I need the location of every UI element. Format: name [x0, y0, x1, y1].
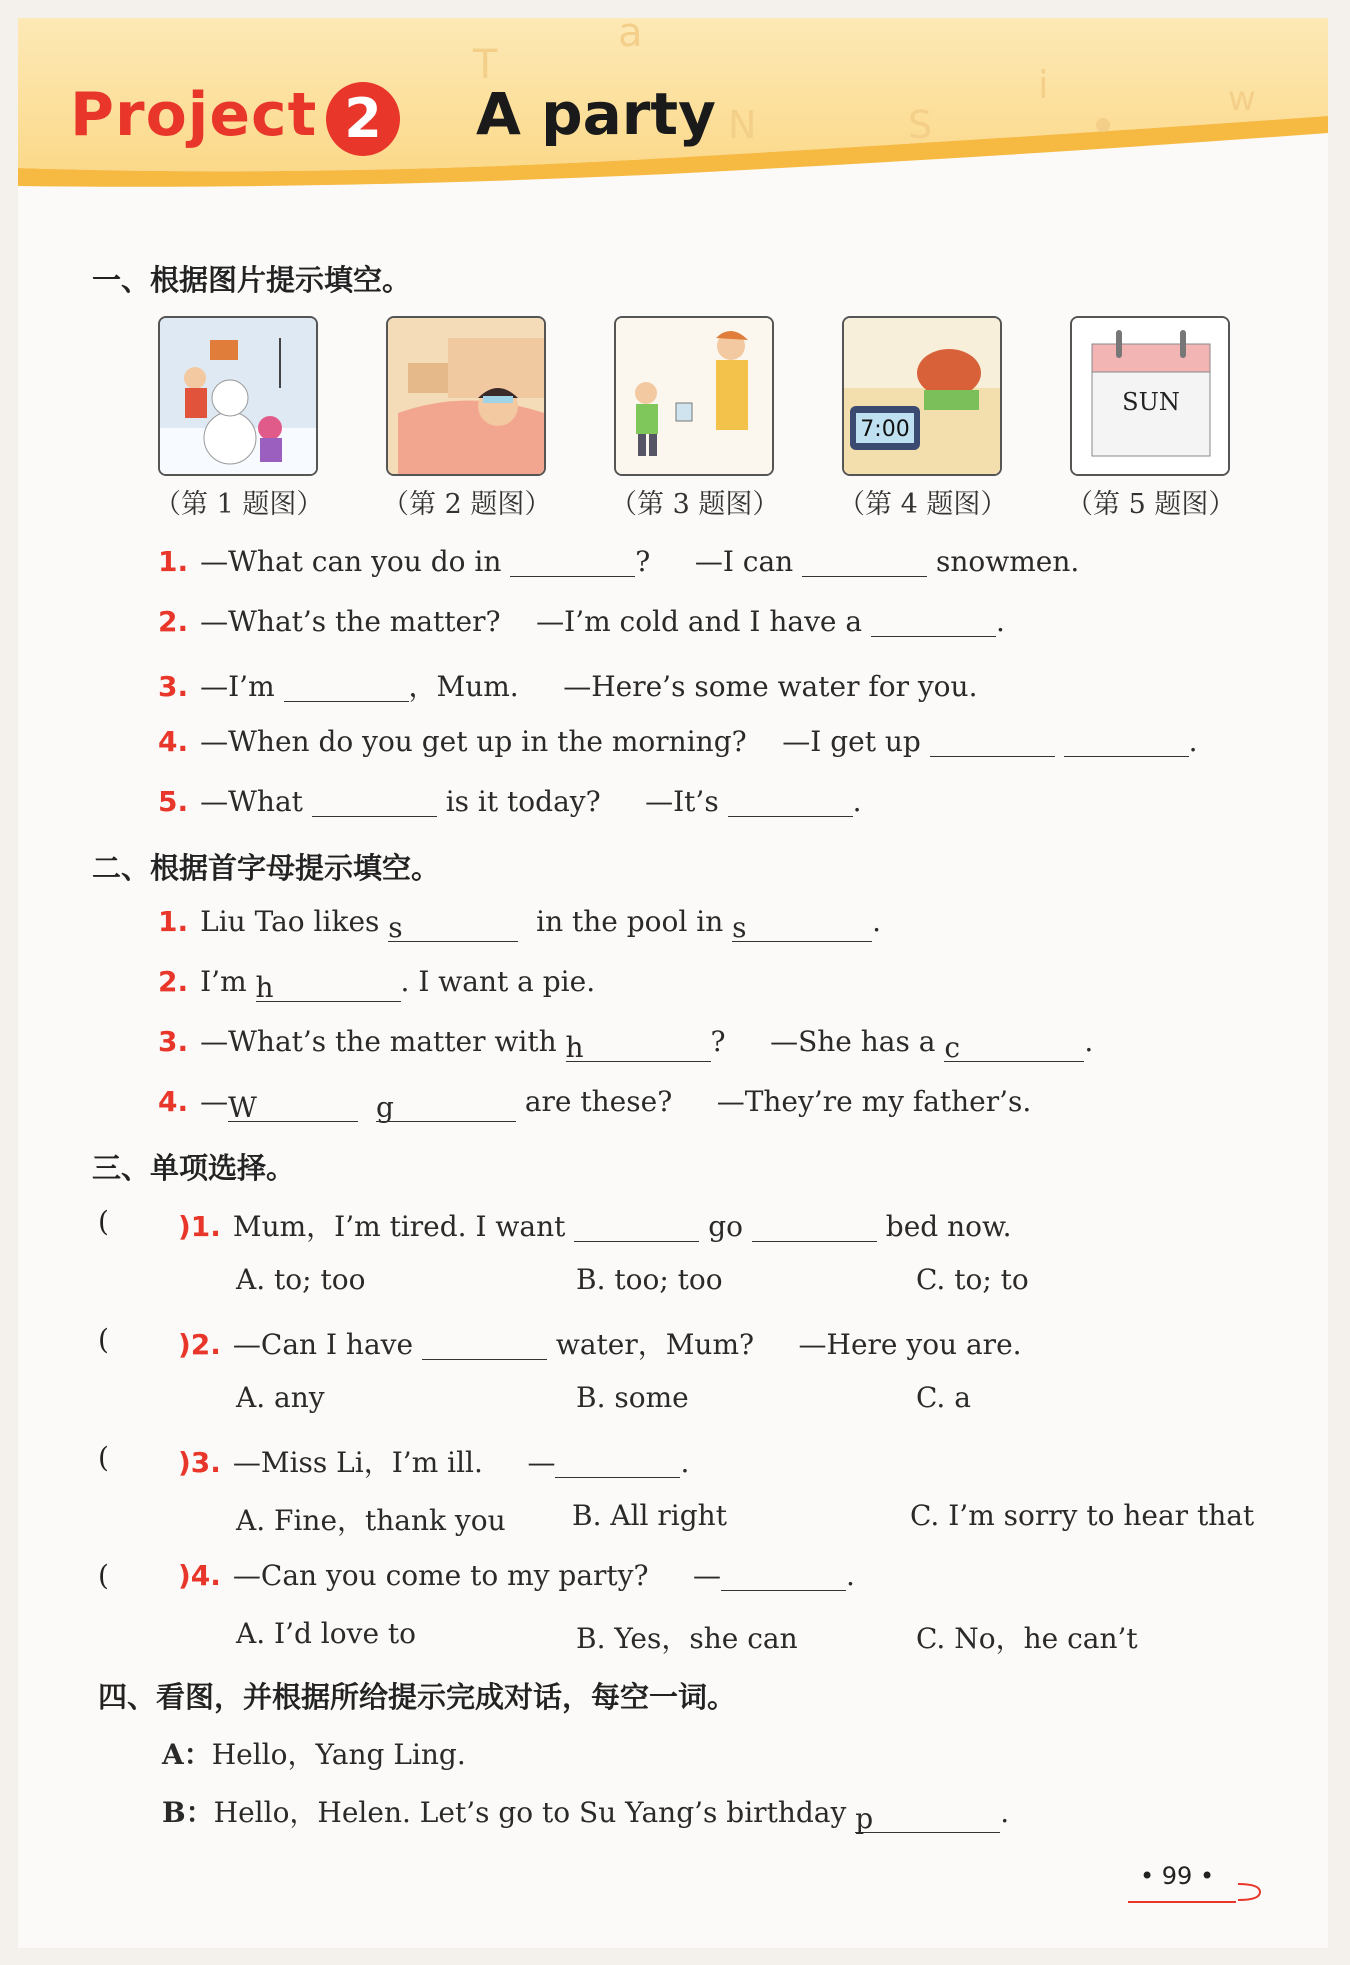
- item-text: are these?: [524, 1085, 673, 1118]
- answer-blank[interactable]: [422, 1329, 547, 1360]
- page-corner-decoration: [1126, 1872, 1266, 1906]
- project-label: Project: [70, 80, 318, 150]
- s2-item-3: [158, 1025, 1093, 1062]
- svg-text:S: S: [908, 103, 933, 147]
- answer-blank[interactable]: [930, 726, 1055, 757]
- answer-paren[interactable]: (: [98, 1441, 109, 1474]
- dialogue-text: Hello，Yang Ling.: [211, 1738, 466, 1771]
- item-text: Mum，I’m tired. I want: [232, 1210, 566, 1243]
- item-text: bed now.: [885, 1210, 1012, 1243]
- item-number: 2.: [158, 605, 189, 638]
- hint-letter: W: [228, 1091, 257, 1124]
- item-text: in the pool in: [536, 905, 724, 938]
- option-b[interactable]: B. Yes，she can: [576, 1622, 798, 1655]
- s2-item-2: [158, 965, 595, 1002]
- option-b[interactable]: B. too; too: [576, 1263, 723, 1296]
- calendar-day: SUN: [1122, 388, 1180, 416]
- answer-blank[interactable]: [574, 1211, 699, 1242]
- s1-item-5: [158, 785, 862, 818]
- dialogue-text: .: [1000, 1796, 1010, 1829]
- item-text: —When do you get up in the morning?: [200, 725, 747, 758]
- answer-blank[interactable]: [256, 971, 401, 1002]
- item-text: .: [1188, 725, 1198, 758]
- item-text: snowmen.: [936, 545, 1080, 578]
- dialogue-line-a: [162, 1733, 466, 1773]
- caption-4: （第 4 题图）: [838, 489, 1008, 520]
- item-text: —I get up: [782, 725, 921, 758]
- answer-blank[interactable]: [312, 786, 437, 817]
- hint-letter: g: [375, 1091, 394, 1124]
- item-text: —Here you are.: [798, 1328, 1022, 1361]
- option-c[interactable]: C. No，he can’t: [916, 1622, 1138, 1655]
- hint-letter: p: [855, 1802, 874, 1835]
- svg-text:N: N: [728, 103, 757, 147]
- s1-item-4: [158, 725, 1198, 758]
- answer-blank[interactable]: [721, 1560, 846, 1591]
- s3-question-4: [178, 1559, 855, 1592]
- option-c[interactable]: C. to; to: [916, 1263, 1029, 1296]
- item-text: —They’re my father’s.: [716, 1085, 1032, 1118]
- caption-5: （第 5 题图）: [1066, 489, 1236, 520]
- hint-letter: c: [944, 1031, 961, 1064]
- item-text: ?: [635, 545, 651, 578]
- option-c[interactable]: C. a: [916, 1381, 971, 1414]
- answer-blank[interactable]: [555, 1447, 680, 1478]
- item-text: —What can you do in: [200, 545, 502, 578]
- item-text: .: [852, 785, 862, 818]
- svg-text:T: T: [473, 42, 498, 88]
- answer-paren[interactable]: (: [98, 1205, 109, 1238]
- item-text: .: [680, 1446, 690, 1479]
- answer-blank[interactable]: [728, 786, 853, 817]
- item-number: 1.: [158, 905, 189, 938]
- answer-blank[interactable]: [1064, 726, 1189, 757]
- dialogue-text: Hello，Helen. Let’s go to Su Yang’s birthday: [213, 1796, 847, 1829]
- item-text: ?: [710, 1025, 726, 1058]
- speaker-label: A：: [162, 1738, 212, 1771]
- item-text: —Here’s some water for you.: [563, 670, 978, 703]
- option-b[interactable]: B. some: [576, 1381, 689, 1414]
- item-text: —Miss Li，I’m ill.: [232, 1446, 483, 1479]
- item-text: —What’s the matter?: [200, 605, 501, 638]
- caption-1: （第 1 题图）: [154, 489, 324, 520]
- item-number: 1.: [158, 545, 189, 578]
- answer-blank[interactable]: [510, 546, 635, 577]
- item-number: 4.: [158, 1085, 189, 1118]
- item-text: —: [693, 1559, 722, 1592]
- item-text: —: [200, 1085, 229, 1118]
- answer-paren[interactable]: (: [98, 1323, 109, 1356]
- s3-question-3: [178, 1441, 689, 1481]
- item-number: )3.: [178, 1446, 221, 1479]
- item-text: —I’m: [200, 670, 275, 703]
- s1-item-3: [158, 665, 977, 705]
- picture-alarm-clock: [842, 316, 1002, 476]
- svg-text:w: w: [1228, 79, 1256, 119]
- answer-paren[interactable]: (: [98, 1559, 109, 1592]
- section-4-title: 四、看图，并根据所给提示完成对话，每空一词。: [98, 1680, 737, 1714]
- answer-blank[interactable]: [284, 671, 409, 702]
- svg-text:i: i: [1038, 63, 1049, 107]
- item-text: —She has a: [770, 1025, 936, 1058]
- answer-blank[interactable]: [388, 911, 518, 942]
- item-text: Liu Tao likes: [200, 905, 380, 938]
- item-number: 3.: [158, 670, 189, 703]
- mum-water-illustration: [616, 318, 772, 474]
- project-number-badge: 2: [326, 82, 400, 156]
- item-text: —What: [200, 785, 303, 818]
- s1-item-2: [158, 605, 1005, 638]
- section-1-title: 一、根据图片提示填空。: [92, 263, 412, 297]
- page-number: • 99 •: [1140, 1862, 1215, 1890]
- answer-blank[interactable]: [944, 1031, 1084, 1062]
- s1-item-1: [158, 545, 1079, 578]
- s3-question-1: [178, 1205, 1012, 1245]
- speaker-label: B：: [162, 1796, 214, 1829]
- item-text: .: [872, 905, 882, 938]
- item-number: 5.: [158, 785, 189, 818]
- item-text: —It’s: [645, 785, 719, 818]
- svg-text:a: a: [618, 18, 643, 56]
- item-text: —Can you come to my party?: [232, 1559, 649, 1592]
- answer-blank[interactable]: [376, 1091, 516, 1122]
- hint-letter: h: [565, 1031, 584, 1064]
- item-text: —Can I have: [232, 1328, 414, 1361]
- item-text: ，Mum.: [408, 670, 519, 703]
- answer-blank[interactable]: [566, 1031, 711, 1062]
- item-text: —I can: [694, 545, 794, 578]
- picture-mum-water: [614, 316, 774, 476]
- clock-time: 7:00: [860, 417, 910, 442]
- item-text: —What’s the matter with: [200, 1025, 557, 1058]
- item-number: )2.: [178, 1328, 221, 1361]
- section-2-title: 二、根据首字母提示填空。: [92, 851, 441, 885]
- option-b[interactable]: B. All right: [572, 1499, 727, 1532]
- item-text: water，Mum?: [555, 1328, 755, 1361]
- item-text: —I’m cold and I have a: [536, 605, 863, 638]
- item-number: )4.: [178, 1559, 221, 1592]
- answer-blank[interactable]: [228, 1091, 358, 1122]
- item-number: 2.: [158, 965, 189, 998]
- hint-letter: s: [388, 911, 403, 944]
- picture-sick-girl: [386, 316, 546, 476]
- option-a[interactable]: A. I’d love to: [236, 1617, 417, 1650]
- hint-letter: h: [255, 971, 274, 1004]
- item-number: 3.: [158, 1025, 189, 1058]
- header-banner: [18, 18, 1328, 188]
- picture-snowman: [158, 316, 318, 476]
- hint-letter: s: [732, 911, 747, 944]
- answer-blank[interactable]: [871, 606, 996, 637]
- answer-blank[interactable]: [802, 546, 927, 577]
- option-c[interactable]: C. I’m sorry to hear that: [910, 1499, 1255, 1532]
- item-text: go: [708, 1210, 743, 1243]
- caption-3: （第 3 题图）: [610, 489, 780, 520]
- item-text: .: [996, 605, 1005, 638]
- caption-2: （第 2 题图）: [382, 489, 552, 520]
- s3-question-2: [178, 1323, 1022, 1363]
- answer-blank[interactable]: [855, 1802, 1000, 1833]
- item-text: —: [527, 1446, 556, 1479]
- item-number: 4.: [158, 725, 189, 758]
- picture-calendar: [1070, 316, 1230, 476]
- alarm-clock-illustration: [844, 318, 1000, 474]
- item-text: I’m: [200, 965, 247, 998]
- option-a[interactable]: A. Fine，thank you: [236, 1504, 506, 1537]
- page-title: A party: [476, 80, 716, 148]
- option-a[interactable]: A. any: [236, 1381, 325, 1414]
- sick-girl-illustration: [388, 318, 544, 474]
- answer-blank[interactable]: [732, 911, 872, 942]
- calendar-illustration: [1072, 318, 1228, 474]
- item-text: . I want a pie.: [400, 965, 596, 998]
- item-text: .: [1084, 1025, 1094, 1058]
- answer-blank[interactable]: [752, 1211, 877, 1242]
- item-text: is it today?: [445, 785, 601, 818]
- s2-item-4: [158, 1085, 1031, 1122]
- option-a[interactable]: A. to; too: [236, 1263, 366, 1296]
- s2-item-1: [158, 905, 881, 942]
- snowman-illustration: [160, 318, 316, 474]
- section-3-title: 三、单项选择。: [92, 1151, 296, 1185]
- item-text: .: [846, 1559, 855, 1592]
- item-number: )1.: [178, 1210, 221, 1243]
- dialogue-line-b: [162, 1791, 1009, 1833]
